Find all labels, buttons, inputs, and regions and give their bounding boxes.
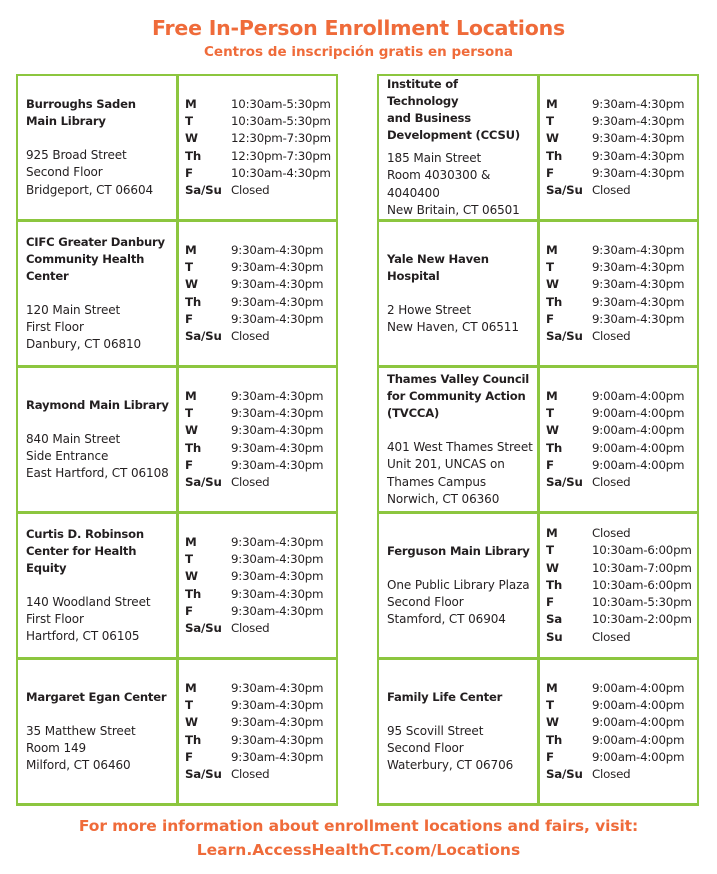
day-label: M (185, 388, 197, 403)
time-value: 9:30am-4:30pm (231, 423, 324, 438)
time-value: 9:30am-4:30pm (231, 586, 324, 601)
day-label: T (546, 406, 554, 421)
time-value: 9:30am-4:30pm (231, 749, 324, 764)
day-label: F (185, 457, 193, 472)
day-label: W (546, 131, 559, 146)
location-name: (TVCCA) (387, 406, 440, 421)
time-value: Closed (231, 766, 270, 781)
day-label: Th (185, 732, 202, 747)
location-address-cell (379, 514, 537, 657)
hours-row (185, 259, 334, 276)
hours-row (546, 525, 695, 542)
time-value: 9:00am-4:00pm (592, 680, 685, 695)
location-row (379, 660, 697, 803)
time-value: 9:30am-4:30pm (231, 534, 324, 549)
time-value: 9:00am-4:00pm (592, 406, 685, 421)
address-line: Milford, CT 06460 (26, 758, 131, 773)
hours-row (546, 680, 695, 697)
time-value: 9:00am-4:00pm (592, 749, 685, 764)
day-label: F (185, 311, 193, 326)
day-label: M (546, 96, 558, 111)
location-address-cell (18, 368, 176, 511)
day-label: W (185, 423, 198, 438)
day-label: Th (185, 586, 202, 601)
address-line: Room 149 (26, 740, 87, 755)
day-label: F (185, 749, 193, 764)
hours-row (185, 474, 334, 491)
address-line: 2 Howe Street (387, 302, 471, 317)
hours-row (546, 749, 695, 766)
hours-row (546, 182, 695, 199)
time-value: 9:30am-4:30pm (592, 131, 685, 146)
address-line: 925 Broad Street (26, 148, 127, 163)
location-row (18, 514, 336, 657)
day-label: Th (546, 294, 563, 309)
address-line: New Britain, CT 06501 (387, 202, 520, 217)
time-value: Closed (592, 474, 631, 489)
location-row (18, 76, 336, 219)
right-location-column (377, 74, 699, 806)
address-line: Norwich, CT 06360 (387, 491, 500, 506)
location-name: Raymond Main Library (26, 397, 169, 412)
day-label: F (546, 165, 554, 180)
time-value: 9:30am-4:30pm (231, 388, 324, 403)
address-line: One Public Library Plaza (387, 577, 530, 592)
location-name: CIFC Greater Danbury (26, 234, 165, 249)
location-address-cell (379, 76, 537, 219)
hours-row (546, 594, 695, 611)
day-label: M (546, 680, 558, 695)
location-row (379, 514, 697, 657)
hours-row (185, 680, 334, 697)
time-value: Closed (592, 629, 631, 644)
location-row (18, 222, 336, 365)
address-line: Second Floor (387, 594, 464, 609)
hours-row (546, 577, 695, 594)
time-value: 9:00am-4:00pm (592, 388, 685, 403)
time-value: 9:30am-4:30pm (592, 148, 685, 163)
time-value: Closed (592, 182, 631, 197)
hours-row (185, 113, 334, 130)
time-value: 9:30am-4:30pm (231, 311, 324, 326)
day-label: T (546, 543, 554, 558)
hours-row (546, 457, 695, 474)
hours-row (546, 766, 695, 783)
hours-row (546, 113, 695, 130)
day-label: T (546, 698, 554, 713)
location-address-cell (18, 514, 176, 657)
location-address-cell (18, 660, 176, 803)
spacer (26, 577, 172, 594)
hours-row (546, 542, 695, 559)
address-line: Thames Campus (387, 474, 487, 489)
hours-row (546, 328, 695, 345)
time-value: 9:30am-4:30pm (592, 277, 685, 292)
hours-row (185, 276, 334, 293)
location-address-cell (18, 222, 176, 365)
address-line: East Hartford, CT 06108 (26, 466, 169, 481)
hours-row (185, 534, 334, 551)
time-value: 9:30am-4:30pm (592, 96, 685, 111)
address-line: 401 West Thames Street (387, 440, 533, 455)
address-line: First Floor (26, 611, 84, 626)
time-value: 9:30am-4:30pm (592, 165, 685, 180)
location-name: Family Life Center (387, 689, 503, 704)
hours-row (546, 276, 695, 293)
day-label: M (185, 96, 197, 111)
spacer (26, 285, 172, 302)
hours-row (185, 294, 334, 311)
time-value: 10:30am-7:00pm (592, 560, 692, 575)
location-address-cell (379, 660, 537, 803)
time-value: 9:30am-4:30pm (231, 569, 324, 584)
time-value: 9:30am-4:30pm (231, 406, 324, 421)
location-row (379, 76, 697, 219)
time-value: Closed (231, 328, 270, 343)
location-row (18, 660, 336, 803)
hours-row (546, 311, 695, 328)
hours-row (185, 440, 334, 457)
address-line: Room 4030300 & (387, 168, 491, 183)
hours-row (546, 422, 695, 439)
hours-row (546, 474, 695, 491)
location-name: and Business (387, 111, 471, 125)
day-label: M (546, 388, 558, 403)
day-label: Th (546, 440, 563, 455)
day-label: T (185, 698, 193, 713)
day-label: Sa/Su (185, 328, 222, 343)
hours-row (546, 440, 695, 457)
hours-row (185, 749, 334, 766)
day-label: T (185, 114, 193, 129)
spacer (387, 560, 533, 577)
location-address-cell (379, 368, 537, 511)
time-value: 10:30am-6:00pm (592, 543, 692, 558)
time-value: 9:30am-4:30pm (231, 698, 324, 713)
time-value: 9:00am-4:00pm (592, 440, 685, 455)
hours-row (185, 620, 334, 637)
location-row (18, 368, 336, 511)
hours-row (546, 388, 695, 405)
address-line: Hartford, CT 06105 (26, 629, 140, 644)
address-line: Second Floor (26, 165, 103, 180)
time-value: 9:30am-4:30pm (231, 277, 324, 292)
day-label: T (546, 114, 554, 129)
hours-row (546, 560, 695, 577)
address-line: 185 Main Street (387, 151, 482, 166)
address-line: 4040400 (387, 185, 440, 200)
time-value: 12:30pm-7:30pm (231, 148, 331, 163)
hours-row (185, 165, 334, 182)
day-label: Sa/Su (546, 766, 583, 781)
time-value: 9:30am-4:30pm (231, 440, 324, 455)
location-name: Institute of Technology (387, 77, 459, 108)
hours-row (546, 697, 695, 714)
hours-row (185, 148, 334, 165)
footer-locations-link[interactable]: Learn.AccessHealthCT.com/Locations (196, 841, 521, 859)
address-line: Danbury, CT 06810 (26, 337, 142, 352)
hours-row (546, 130, 695, 147)
day-label: W (185, 277, 198, 292)
time-value: 9:30am-4:30pm (231, 603, 324, 618)
time-value: 9:00am-4:00pm (592, 457, 685, 472)
day-label: T (185, 260, 193, 275)
time-value: Closed (592, 766, 631, 781)
time-value: 9:30am-4:30pm (231, 260, 324, 275)
day-label: M (185, 242, 197, 257)
location-name: Margaret Egan Center (26, 689, 167, 704)
hours-row (185, 405, 334, 422)
address-line: Bridgeport, CT 06604 (26, 182, 154, 197)
day-label: W (546, 423, 559, 438)
time-value: 10:30am-5:30pm (231, 114, 331, 129)
day-label: Th (185, 440, 202, 455)
day-label: Sa/Su (185, 474, 222, 489)
location-hours-cell (179, 514, 336, 657)
hours-row (546, 259, 695, 276)
day-label: Sa/Su (185, 182, 222, 197)
time-value: Closed (231, 620, 270, 635)
time-value: 12:30pm-7:30pm (231, 131, 331, 146)
page-title: Free In-Person Enrollment Locations (151, 16, 565, 40)
day-label: T (546, 260, 554, 275)
hours-row (185, 182, 334, 199)
hours-row (185, 422, 334, 439)
hours-row (546, 165, 695, 182)
day-label: W (185, 569, 198, 584)
day-label: T (185, 406, 193, 421)
day-label: Sa/Su (546, 328, 583, 343)
hours-row (546, 732, 695, 749)
time-value: 9:00am-4:00pm (592, 423, 685, 438)
hours-row (185, 242, 334, 259)
time-value: Closed (592, 328, 631, 343)
day-label: M (185, 680, 197, 695)
day-label: F (546, 311, 554, 326)
time-value: 9:30am-4:30pm (592, 311, 685, 326)
time-value: 9:00am-4:00pm (592, 732, 685, 747)
day-label: M (546, 242, 558, 257)
address-line: 140 Woodland Street (26, 594, 151, 609)
address-line: Unit 201, UNCAS on (387, 457, 505, 472)
time-value: 9:00am-4:00pm (592, 698, 685, 713)
time-value: Closed (592, 526, 631, 541)
address-line: Second Floor (387, 740, 464, 755)
location-hours-cell (540, 660, 697, 803)
address-line: 840 Main Street (26, 431, 121, 446)
time-value: 9:30am-4:30pm (592, 114, 685, 129)
time-value: 9:30am-4:30pm (231, 732, 324, 747)
day-label: Th (546, 732, 563, 747)
address-line: Side Entrance (26, 448, 109, 463)
day-label: F (185, 165, 193, 180)
time-value: Closed (231, 474, 270, 489)
day-label: Sa/Su (546, 474, 583, 489)
address-line: 120 Main Street (26, 302, 121, 317)
day-label: Sa/Su (185, 766, 222, 781)
address-line: Waterbury, CT 06706 (387, 758, 514, 773)
location-name: Community Health (26, 251, 145, 266)
day-label: Th (185, 148, 202, 163)
hours-row (185, 130, 334, 147)
location-hours-cell (540, 514, 697, 657)
hours-row (185, 311, 334, 328)
day-label: Th (185, 294, 202, 309)
hours-row (185, 603, 334, 620)
day-label: F (546, 595, 554, 610)
location-name: Burroughs Saden (26, 97, 136, 112)
hours-row (546, 405, 695, 422)
location-name: Hospital (387, 268, 440, 283)
day-label: W (546, 277, 559, 292)
spacer (26, 130, 172, 147)
location-name: Center (26, 268, 69, 283)
location-hours-cell (179, 76, 336, 219)
day-label: W (546, 715, 559, 730)
day-label: F (546, 749, 554, 764)
address-line: Stamford, CT 06904 (387, 612, 506, 627)
location-address-cell (18, 76, 176, 219)
hours-row (185, 568, 334, 585)
time-value: 9:30am-4:30pm (231, 457, 324, 472)
spacer (387, 422, 533, 439)
hours-row (185, 766, 334, 783)
hours-row (185, 388, 334, 405)
hours-row (185, 586, 334, 603)
location-hours-cell (540, 222, 697, 365)
location-hours-cell (540, 76, 697, 219)
day-label: M (185, 534, 197, 549)
time-value: 9:30am-4:30pm (231, 715, 324, 730)
time-value: 10:30am-5:30pm (231, 96, 331, 111)
hours-row (185, 328, 334, 345)
location-name: Center for Health Equity (26, 543, 137, 575)
location-hours-cell (179, 660, 336, 803)
location-name: Yale New Haven (387, 251, 489, 266)
spacer (387, 285, 533, 302)
hours-row (185, 714, 334, 731)
day-label: Sa/Su (185, 620, 222, 635)
hours-row (546, 148, 695, 165)
location-hours-cell (179, 222, 336, 365)
time-value: 9:30am-4:30pm (592, 242, 685, 257)
address-line: First Floor (26, 319, 84, 334)
day-label: Su (546, 629, 563, 644)
footer-info-text: For more information about enrollment locations and fairs, visit: (78, 817, 639, 835)
hours-row (185, 551, 334, 568)
hours-row (185, 732, 334, 749)
location-name: Curtis D. Robinson (26, 526, 144, 541)
location-row (379, 222, 697, 365)
day-label: F (185, 603, 193, 618)
spacer (26, 414, 172, 431)
hours-row (185, 697, 334, 714)
day-label: W (185, 131, 198, 146)
time-value: 9:30am-4:30pm (231, 552, 324, 567)
day-label: T (185, 552, 193, 567)
location-name: Ferguson Main Library (387, 543, 530, 558)
hours-row (546, 611, 695, 628)
location-address-cell (379, 222, 537, 365)
day-label: M (546, 526, 558, 541)
hours-row (546, 294, 695, 311)
day-label: Th (546, 577, 563, 592)
address-line: 35 Matthew Street (26, 723, 136, 738)
location-row (379, 368, 697, 511)
hours-row (185, 457, 334, 474)
hours-row (546, 629, 695, 646)
time-value: 10:30am-5:30pm (592, 595, 692, 610)
spacer (26, 706, 172, 723)
location-name: for Community Action (387, 389, 526, 404)
hours-row (546, 96, 695, 113)
location-name: Main Library (26, 114, 106, 129)
time-value: 10:30am-6:00pm (592, 577, 692, 592)
address-line: 95 Scovill Street (387, 723, 484, 738)
location-name: Development (CCSU) (387, 128, 520, 142)
time-value: 10:30am-4:30pm (231, 165, 331, 180)
time-value: 10:30am-2:00pm (592, 612, 692, 627)
day-label: F (546, 457, 554, 472)
location-hours-cell (540, 368, 697, 511)
day-label: W (185, 715, 198, 730)
time-value: Closed (231, 182, 270, 197)
hours-row (546, 714, 695, 731)
time-value: 9:30am-4:30pm (231, 294, 324, 309)
day-label: Sa/Su (546, 182, 583, 197)
time-value: 9:30am-4:30pm (231, 680, 324, 695)
day-label: Th (546, 148, 563, 163)
location-hours-cell (179, 368, 336, 511)
time-value: 9:00am-4:00pm (592, 715, 685, 730)
hours-row (546, 242, 695, 259)
spacer (387, 706, 533, 723)
page-subtitle: Centros de inscripción gratis en persona (204, 44, 513, 60)
location-name: Thames Valley Council (387, 372, 530, 387)
time-value: 9:30am-4:30pm (592, 260, 685, 275)
hours-row (185, 96, 334, 113)
address-line: New Haven, CT 06511 (387, 320, 519, 334)
left-location-column (16, 74, 338, 806)
day-label: Sa (546, 612, 563, 627)
day-label: W (546, 560, 559, 575)
time-value: 9:30am-4:30pm (231, 242, 324, 257)
time-value: 9:30am-4:30pm (592, 294, 685, 309)
